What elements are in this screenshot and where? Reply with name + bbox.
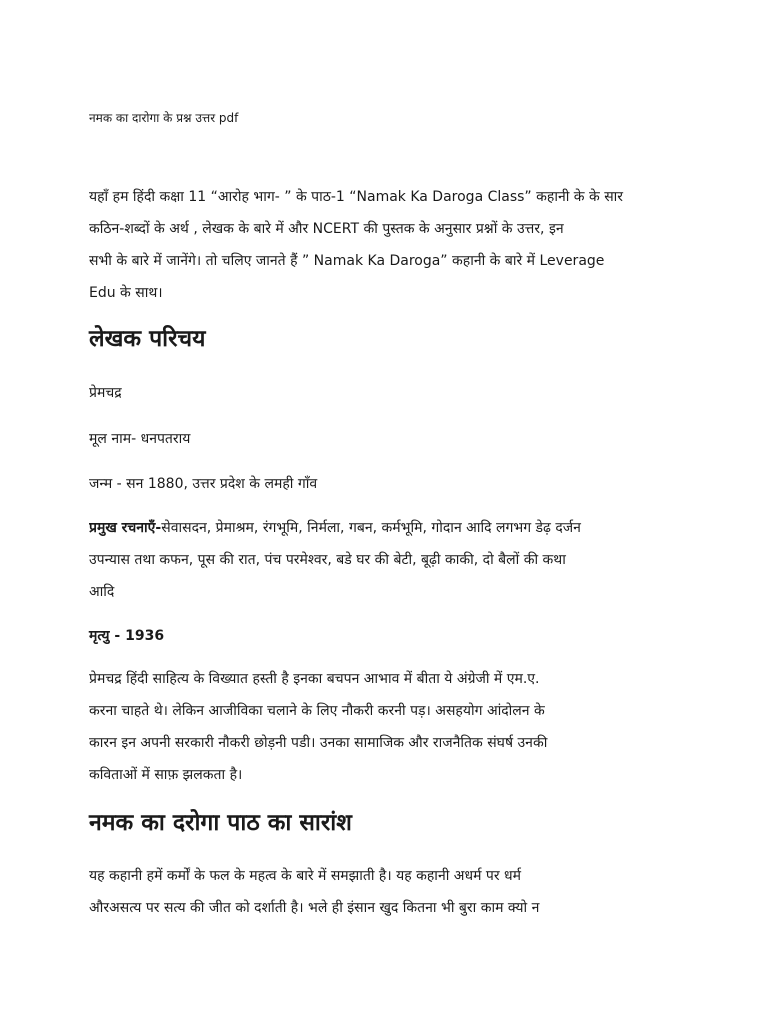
document-title: नमक का दारोगा के प्रश्न उत्तर pdf: [89, 111, 239, 125]
author-name: प्रेमचद्र: [89, 385, 122, 401]
intro-line: Edu के साथ।: [89, 285, 163, 301]
author-original-name: मूल नाम- धनपतराय: [89, 431, 191, 447]
bio-line: करना चाहते थे। लेकिन आजीविका चलाने के लिए नौकरी करनी पड़। असहयोग आंदोलन के: [89, 703, 545, 719]
author-bio: [89, 663, 671, 791]
works-line: [89, 512, 671, 544]
summary-line: औरअसत्य पर सत्य की जीत को दर्शाती है। भले ही इंसान खुद कितना भी बुरा काम क्यो न: [89, 900, 540, 916]
author-works: [89, 512, 671, 608]
summary-line: यह कहानी हमें कर्मों के फल के महत्व के बारे में समझाती है। यह कहानी अधर्म पर धर्म: [89, 868, 522, 884]
author-heading: लेखक परिचय: [89, 326, 206, 352]
bio-line: प्रेमचद्र हिंदी साहित्य के विख्यात हस्ती है इनका बचपन आभाव में बीता ये अंग्रेजी में एम.ए.: [89, 671, 540, 687]
summary-paragraph: [89, 860, 671, 924]
works-line: उपन्यास तथा कफन, पूस की रात, पंच परमेश्वर, बडे घर की बेटी, बूढ़ी काकी, दो बैलों की कथा: [89, 552, 566, 568]
intro-line: सभी के बारे में जानेंगे। तो चलिए जानते हैं ” Namak Ka Daroga” कहानी के बारे में Leverage: [89, 253, 605, 269]
bio-line: कारन इन अपनी सरकारी नौकरी छोड़नी पडी। उनका सामाजिक और राजनैतिक संघर्ष उनकी: [89, 735, 548, 751]
author-birth: जन्म - सन 1880, उत्तर प्रदेश के लमही गाँव: [89, 476, 318, 492]
works-text: सेवासदन, प्रेमाश्रम, रंगभूमि, निर्मला, गबन, कर्मभूमि, गोदान आदि लगभग डेढ़ दर्जन: [161, 520, 581, 536]
author-death: मृत्यु - 1936: [89, 628, 165, 644]
bio-line: कविताओं में साफ़ झलकता है।: [89, 767, 243, 783]
works-line: आदि: [89, 584, 115, 600]
intro-paragraph: [89, 181, 671, 309]
intro-line: कठिन-शब्दों के अर्थ , लेखक के बारे में और NCERT की पुस्तक के अनुसार प्रश्नों के उत्तर, इन: [89, 221, 564, 237]
works-label: प्रमुख रचनाएँ-: [89, 520, 162, 536]
intro-line: यहाँ हम हिंदी कक्षा 11 “आरोह भाग- ” के पाठ-1 “Namak Ka Daroga Class” कहानी के के सार: [89, 189, 624, 205]
summary-heading: नमक का दरोगा पाठ का सारांश: [89, 810, 352, 836]
